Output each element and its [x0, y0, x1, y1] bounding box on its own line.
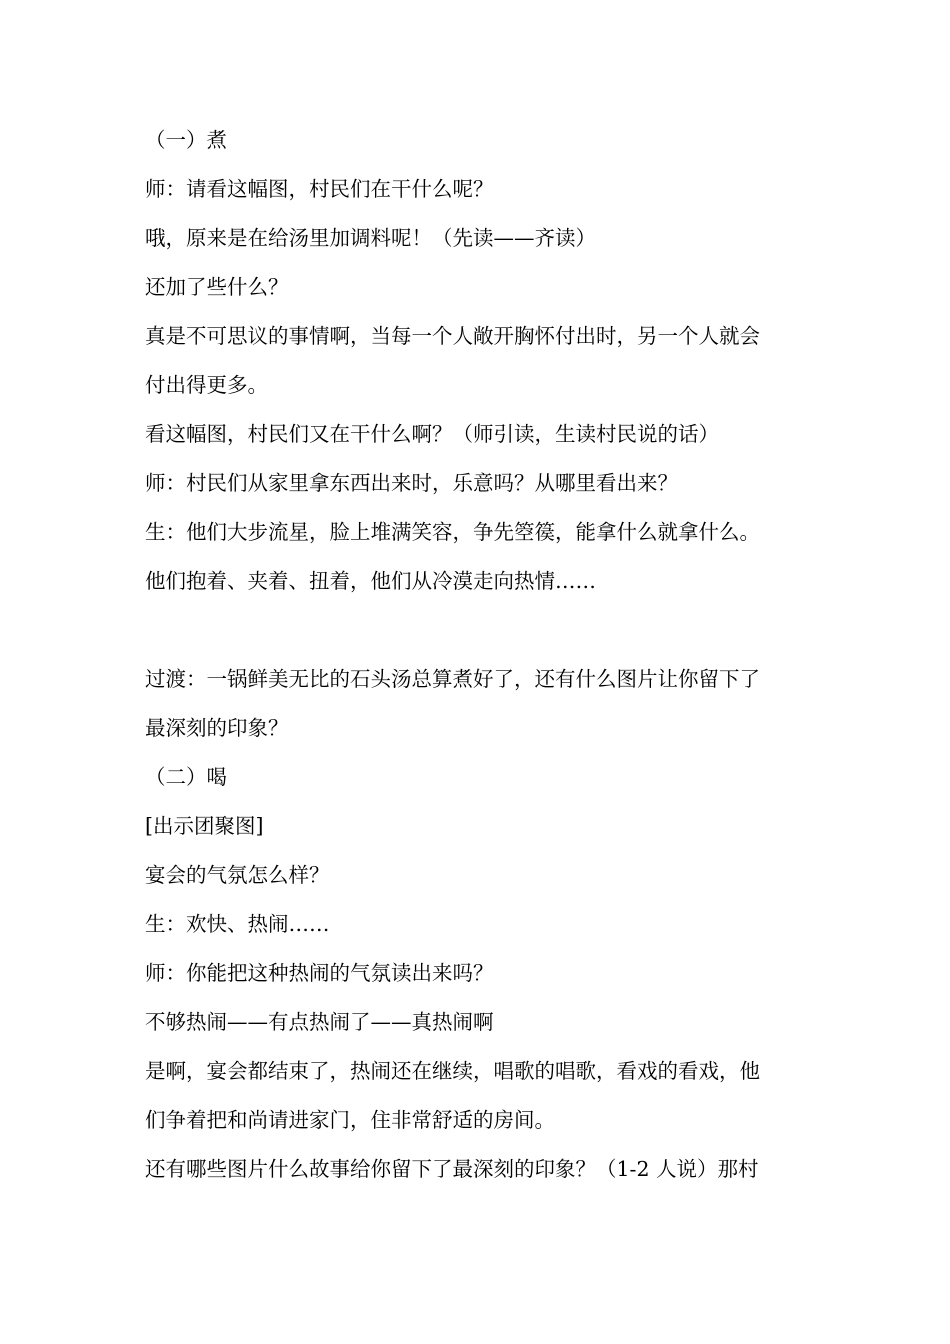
paragraph-line: [出示团聚图]: [145, 814, 264, 838]
paragraph-line: 付出得更多。: [145, 373, 268, 397]
paragraph-line: 他们抱着、夹着、扭着，他们从冷漠走向热情……: [145, 569, 596, 593]
paragraph-line: 师：村民们从家里拿东西出来时，乐意吗？从哪里看出来？: [145, 471, 678, 495]
paragraph-line: 生：他们大步流星，脸上堆满笑容，争先箜篌，能拿什么就拿什么。: [145, 520, 760, 544]
paragraph-line: 还有哪些图片什么故事给你留下了最深刻的印象？（1-2 人说）那村: [145, 1157, 759, 1181]
paragraph-line: 最深刻的印象？: [145, 716, 289, 740]
paragraph-line: 过渡：一锅鲜美无比的石头汤总算煮好了，还有什么图片让你留下了: [145, 667, 760, 691]
paragraph-line: 是啊，宴会都结束了，热闹还在继续，唱歌的唱歌，看戏的看戏，他: [145, 1059, 760, 1083]
document-body: [145, 116, 817, 1194]
paragraph-line: 宴会的气氛怎么样？: [145, 863, 330, 887]
paragraph-line: 师：请看这幅图，村民们在干什么呢？: [145, 177, 494, 201]
section-heading-zhu: （一）煮: [145, 128, 227, 152]
paragraph-line: 哦，原来是在给汤里加调料呢！（先读——齐读）: [145, 226, 596, 250]
paragraph-line: 看这幅图，村民们又在干什么啊？（师引读，生读村民说的话）: [145, 422, 719, 446]
paragraph-line: 师：你能把这种热闹的气氛读出来吗？: [145, 961, 494, 985]
section-heading-he: （二）喝: [145, 765, 227, 789]
paragraph-line: 不够热闹——有点热闹了——真热闹啊: [145, 1010, 494, 1034]
paragraph-line: 还加了些什么？: [145, 275, 289, 299]
paragraph-line: 们争着把和尚请进家门，住非常舒适的房间。: [145, 1108, 555, 1132]
paragraph-line: 真是不可思议的事情啊，当每一个人敞开胸怀付出时，另一个人就会: [145, 324, 760, 348]
paragraph-line: 生：欢快、热闹……: [145, 912, 330, 936]
blank-line: [145, 606, 817, 655]
